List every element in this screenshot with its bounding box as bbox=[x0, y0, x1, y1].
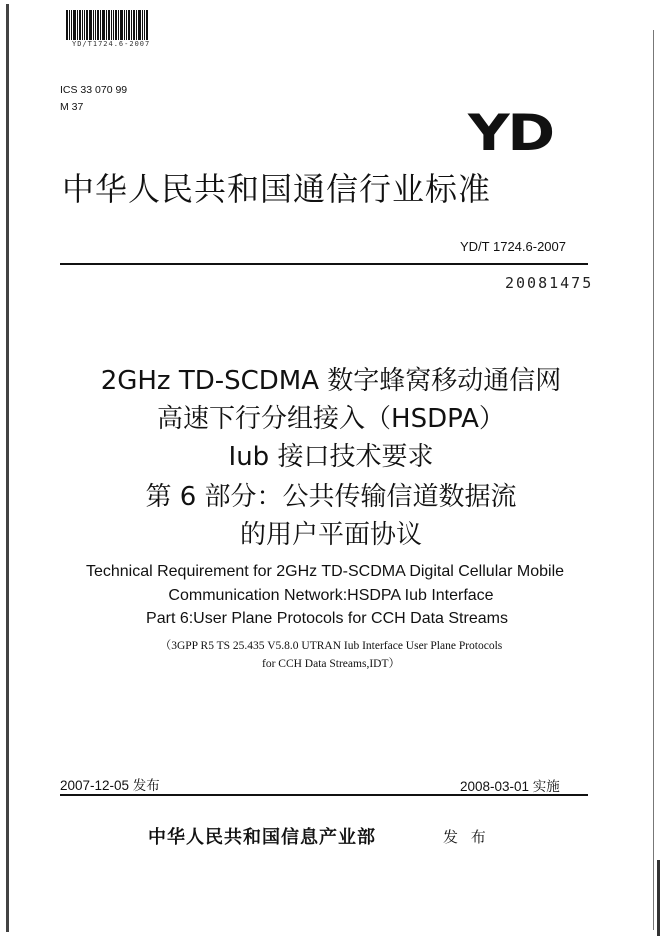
registration-stamp: 20081475 bbox=[505, 274, 594, 292]
title-cn-line5: 的用户平面协议 bbox=[239, 520, 422, 550]
scan-edge-right-mark bbox=[657, 860, 660, 936]
bottom-rule bbox=[60, 794, 588, 796]
title-cn-line1: 2GHz TD-SCDMA 数字蜂窝移动通信网 bbox=[100, 366, 562, 396]
title-en-line3: Part 6:User Plane Protocols for CCH Data Streams bbox=[146, 610, 508, 627]
issue-date: 2007-12-05 发布 bbox=[60, 778, 160, 793]
reference-line1: （3GPP R5 TS 25.435 V5.8.0 UTRAN Iub Interface User Plane Protocols bbox=[159, 640, 503, 652]
top-rule bbox=[60, 263, 588, 265]
title-en-line1: Technical Requirement for 2GHz TD-SCDMA Digital Cellular Mobile bbox=[85, 563, 565, 580]
publisher: 中华人民共和国信息产业部 bbox=[148, 827, 376, 848]
ics-code: ICS 33 070 99 bbox=[60, 84, 128, 96]
title-cn-line2: 高速下行分组接入（HSDPA） bbox=[157, 404, 505, 434]
org-title: 中华人民共和国通信行业标准 bbox=[62, 170, 492, 208]
title-en-line2: Communication Network:HSDPA Iub Interface bbox=[168, 587, 494, 604]
title-cn-line3: Iub 接口技术要求 bbox=[228, 442, 434, 472]
yd-logo: YD bbox=[468, 104, 553, 162]
barcode-caption: YD/T1724.6-2007 bbox=[72, 40, 151, 48]
standard-number: YD/T 1724.6-2007 bbox=[460, 239, 566, 254]
barcode-icon bbox=[66, 10, 166, 40]
ccs-code: M 37 bbox=[60, 101, 84, 113]
reference-line2: for CCH Data Streams,IDT） bbox=[262, 658, 400, 670]
title-cn-line4: 第 6 部分：公共传输信道数据流 bbox=[145, 482, 517, 512]
implementation-date: 2008-03-01 实施 bbox=[460, 779, 560, 794]
publish-label: 发 布 bbox=[443, 828, 490, 846]
